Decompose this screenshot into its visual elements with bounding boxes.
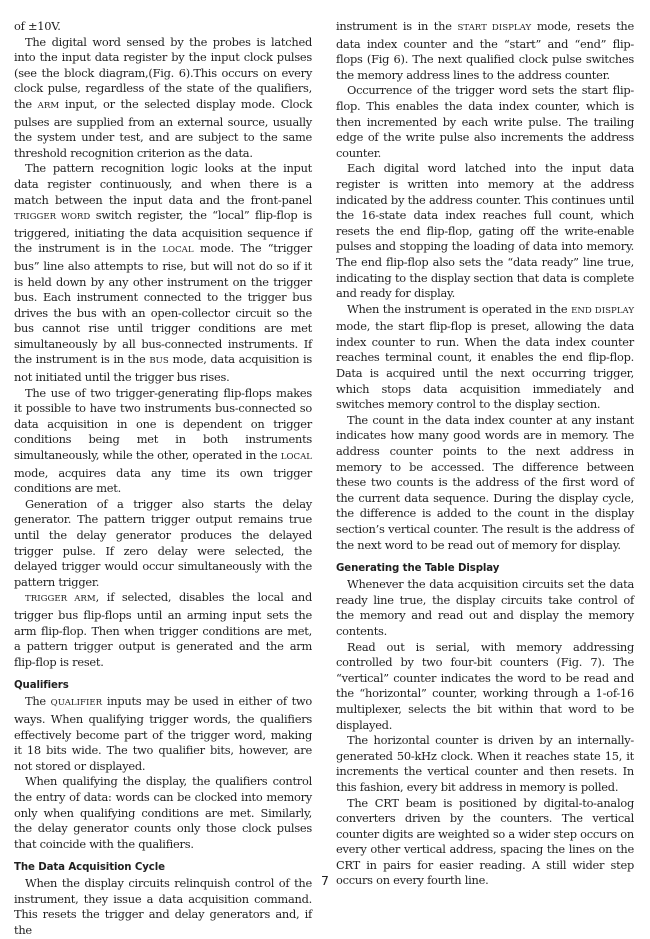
paragraph: Generation of a trigger also starts the delay generator. The pattern trigger output remains true until the delay generator produces the delayed trigger pulse. If zero delay were selected, the delayed trigger would occur simultaneously with the pattern trigger. <box>14 496 312 589</box>
paragraph: instrument is in the START DISPLAY mode, resets the data index counter and the “start” and “end” flip-flops (Fig 6). The next qualified clock pulse switches the memory address lines to the address counter. <box>336 19 634 82</box>
right-column <box>336 19 634 889</box>
section-heading-data-acquisition: The Data Acquisition Cycle <box>14 862 165 874</box>
section-heading-table-display: Generating the Table Display <box>336 563 500 575</box>
paragraph: The count in the data index counter at any instant indicates how many good words are in memory. The address counter points to the next address in memory to be accessed. The difference between these two counts is the address of the first word of the current data sequence. During the display cycle, the difference is added to the count in the display section’s vertical counter. The result is the address of the next word to be read out of memory for display. <box>336 412 634 552</box>
paragraph: The pattern recognition logic looks at the input data register continuously, and when there is a match between the input data and the front-panel TRIGGER WORD switch register, the “local” flip-flop is triggered, initiating the data acquisition sequence if the instrument is in the LOCAL mode. The “trigger bus” line also attempts to rise, but will not do so if it is held down by any other instrument on the trigger bus. Each instrument connected to the trigger bus drives the bus with an open-collector circuit so the bus cannot rise until trigger conditions are met simultaneously by all bus-connected instruments. If the instrument is in the BUS mode, data acquisition is not initiated until the trigger bus rises. <box>14 161 312 385</box>
paragraph: The QUALIFIER inputs may be used in either of two ways. When qualifying trigger words, the qualifiers effectively become part of the trigger word, making it 18 bits wide. The two qualifier bits, however, are not stored or displayed. <box>14 694 313 773</box>
paragraph: When the instrument is operated in the END DISPLAY mode, the start flip-flop is preset, allowing the data index counter to run. When the data index counter reaches terminal count, it enables the end flip-flop. Data is acquired until the next occurring trigger, which stops data acquisition immediately and switches memory control to the display section. <box>336 301 634 412</box>
left-column <box>14 19 312 939</box>
paragraph: Whenever the data acquisition circuits set the data ready line true, the display circuits take control of the memory and read out and display the memory contents. <box>336 577 634 638</box>
paragraph: The use of two trigger-generating flip-flops makes it possible to have two instruments bus-connected so data acquisition in one is dependent on trigger conditions being met in both instruments simultaneously, while the other, operated in the LOCAL mode, acquires data any time its own trigger conditions are met. <box>14 385 312 496</box>
section-heading-qualifiers: Qualifiers <box>14 680 69 692</box>
paragraph: When qualifying the display, the qualifiers control the entry of data: words can be clocked into memory only when qualifying conditions are met. Similarly, the delay generator counts only those clock pulses that coincide with the qualifiers. <box>14 774 312 851</box>
paragraph: The digital word sensed by the probes is latched into the input data register by the input clock pulses (see the block diagram,(Fig. 6).This occurs on every clock pulse, regardless of the state of the qualifiers, the ARM input, or the selected display mode. Clock pulses are supplied from an external source, usually the system under test, and are subject to the same threshold recognition criterion as the data. <box>14 34 312 160</box>
paragraph: of ±10V. <box>14 19 61 33</box>
page-number: 7 <box>321 873 329 888</box>
paragraph: Occurrence of the trigger word sets the start flip-flop. This enables the data index counter, which is then incremented by each write pulse. The trailing edge of the write pulse also increments the address counter. <box>336 83 634 160</box>
paragraph: Read out is serial, with memory addressing controlled by two four-bit counters (Fig. 7). The “vertical” counter indicates the word to be read and the “horizontal” counter, working through a 1-of-16 multiplexer, selects the bit within that word to be displayed. <box>336 639 634 732</box>
paragraph: When the display circuits relinquish control of the instrument, they issue a data acquisition command. This resets the trigger and delay generators and, if the <box>14 876 312 938</box>
paragraph: The CRT beam is positioned by digital-to-analog converters driven by the counters. The vertical counter digits are weighted so a wider step occurs on every other vertical address, spacing the lines on the CRT in pairs for easier reading. A still wider step occurs on every fourth line. <box>336 795 634 888</box>
paragraph: TRIGGER ARM, if selected, disables the local and trigger bus flip-flops until an arming input sets the arm flip-flop. Then when trigger conditions are met, a pattern trigger output is generated and the arm flip-flop is reset. <box>14 590 313 669</box>
paragraph: The horizontal counter is driven by an internally-generated 50-kHz clock. When it reaches state 15, it increments the vertical counter and then resets. In this fashion, every bit address in memory is polled. <box>336 733 634 794</box>
paragraph: Each digital word latched into the input data register is written into memory at the address indicated by the address counter. This continues until the 16-state data index reaches full count, which resets the end flip-flop, gating off the write-enable pulses and stopping the loading of data into memory. The end flip-flop also sets the “data ready” line true, indicating to the display section that data is complete and ready for display. <box>336 161 634 301</box>
